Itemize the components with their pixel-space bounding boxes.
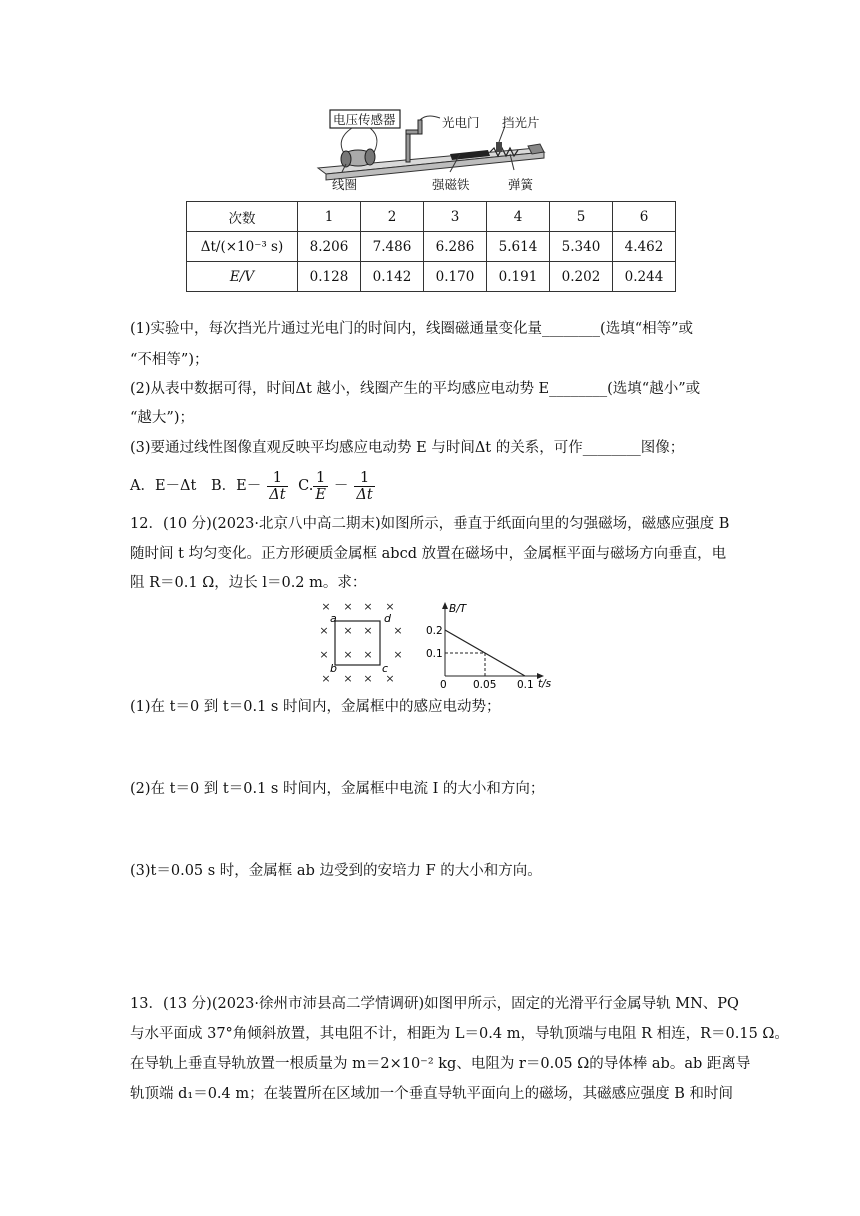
x-tick-label-0.05: 0.05: [473, 679, 497, 690]
y-axis-label: B/T: [449, 603, 467, 615]
table-cell: 0.170: [424, 262, 487, 292]
q11-part1-line1: (1)实验中，每次挡光片通过光电门的时间内，线圈磁通量变化量________(选填“相等”或: [130, 321, 694, 337]
coil-label: 线圈: [332, 177, 358, 192]
q13-line2: 与水平面成 37°角倾斜放置，其电阻不计，相距为 L＝0.4 m，导轨顶端与电阻 R 相连，R＝0.15 Ω。: [130, 1026, 789, 1042]
table-cell: 4.462: [613, 232, 676, 262]
table-cell: 4: [487, 202, 550, 232]
q12-sub2: (2)在 t＝0 到 t＝0.1 s 时间内，金属框中电流 I 的大小和方向；: [130, 781, 545, 797]
field-cross-mark: ×: [319, 624, 329, 637]
q12-line2: 随时间 t 均匀变化。正方形硬质金属框 abcd 放置在磁场中，金属框平面与磁场方向垂直，电: [130, 546, 727, 562]
x-axis-label: t/s: [538, 678, 552, 690]
x-tick-label-0.1: 0.1: [517, 679, 534, 690]
field-cross-mark: ×: [393, 648, 403, 661]
table-cell: 7.486: [361, 232, 424, 262]
spring-label: 弹簧: [508, 177, 534, 192]
table-cell: 2: [361, 202, 424, 232]
field-cross-mark: ×: [343, 600, 353, 613]
q12-line1: 12．(10 分)(2023·北京八中高二期末)如图所示，垂直于纸面向里的匀强磁场，磁感应强度 B: [130, 516, 730, 532]
table-row: [187, 202, 676, 232]
field-cross-mark: ×: [321, 600, 331, 613]
magnet-label: 强磁铁: [432, 177, 470, 192]
table-cell: 0.191: [487, 262, 550, 292]
q11-part3: (3)要通过线性图像直观反映平均感应电动势 E 与时间Δt 的关系，可作________图像；: [130, 440, 685, 456]
fraction-denominator: Δt: [269, 486, 286, 503]
table-cell: 5.614: [487, 232, 550, 262]
photogate-label: 光电门: [442, 115, 480, 130]
metal-frame: [335, 621, 380, 665]
fraction-numerator: 1: [354, 470, 374, 487]
q12-sub3: (3)t＝0.05 s 时，金属框 ab 边受到的安培力 F 的大小和方向。: [130, 863, 542, 879]
option-b-fraction: [267, 470, 287, 503]
q12-sub1: (1)在 t＝0 到 t＝0.1 s 时间内，金属框中的感应电动势；: [130, 699, 501, 715]
voltage-sensor-label: 电压传感器: [333, 112, 396, 127]
q11-part1-line2: “不相等”)；: [130, 352, 209, 368]
field-cross-mark: ×: [385, 600, 395, 613]
field-cross-mark: ×: [321, 672, 331, 685]
table-cell: 0.142: [361, 262, 424, 292]
option-b-prefix: B．E－: [210, 478, 262, 494]
field-square-figure: [316, 600, 410, 690]
corner-b-label: b: [330, 662, 337, 675]
field-cross-mark: ×: [393, 624, 403, 637]
table-cell: 8.206: [298, 232, 361, 262]
data-table: [186, 201, 676, 292]
b-t-graph: [420, 600, 560, 690]
q13-line4: 轨顶端 d₁＝0.4 m；在装置所在区域加一个垂直导轨平面向上的磁场，其磁感应强度 B 和时间: [130, 1086, 733, 1102]
table-row: [187, 262, 676, 292]
field-cross-mark: ×: [363, 600, 373, 613]
option-c-dash: －: [333, 478, 349, 494]
field-cross-mark: ×: [363, 648, 373, 661]
table-cell: 0.202: [550, 262, 613, 292]
corner-d-label: d: [384, 612, 391, 625]
option-c-fraction-left: [313, 470, 328, 503]
q11-part2-line2: “越大”)；: [130, 410, 194, 426]
q13-line1: 13．(13 分)(2023·徐州市沛县高二学情调研)如图甲所示，固定的光滑平行金属导轨 MN、PQ: [130, 996, 739, 1012]
y-tick-label-0.1: 0.1: [426, 648, 443, 660]
field-cross-mark: ×: [363, 672, 373, 685]
option-c-prefix: C.: [298, 478, 314, 494]
field-cross-mark: ×: [363, 624, 373, 637]
fraction-numerator: 1: [313, 470, 328, 487]
origin-label: 0: [440, 679, 447, 690]
table-cell: 6.286: [424, 232, 487, 262]
q11-part2-line1: (2)从表中数据可得，时间Δt 越小，线圈产生的平均感应电动势 E________(选填“越小”或: [130, 381, 701, 397]
option-c-fraction-right: [354, 470, 374, 503]
table-cell: 次数: [187, 202, 298, 232]
field-cross-mark: ×: [343, 672, 353, 685]
table-cell: E/V: [187, 262, 298, 292]
table-cell: 0.128: [298, 262, 361, 292]
table-cell: 5.340: [550, 232, 613, 262]
field-cross-mark: ×: [343, 624, 353, 637]
table-cell: Δt/(×10⁻³ s): [187, 232, 298, 262]
y-tick-label-0.2: 0.2: [426, 625, 443, 637]
field-cross-mark: ×: [385, 672, 395, 685]
q13-line3: 在导轨上垂直导轨放置一根质量为 m＝2×10⁻² kg、电阻为 r＝0.05 Ω的导体棒 ab。ab 距离导: [130, 1056, 751, 1072]
field-cross-mark: ×: [343, 648, 353, 661]
field-cross-mark: ×: [319, 648, 329, 661]
table-cell: 3: [424, 202, 487, 232]
y-axis-arrow: [442, 602, 448, 609]
corner-a-label: a: [330, 612, 337, 625]
table-row: [187, 232, 676, 262]
q11-options: [130, 466, 740, 506]
shutter-label: 挡光片: [502, 115, 540, 130]
table-cell: 6: [613, 202, 676, 232]
table-cell: 5: [550, 202, 613, 232]
option-a: A．E－Δt: [130, 478, 197, 494]
corner-c-label: c: [382, 662, 389, 675]
fraction-denominator: E: [315, 486, 326, 503]
table-cell: 1: [298, 202, 361, 232]
q12-line3: 阻 R＝0.1 Ω，边长 l＝0.2 m。求：: [130, 575, 367, 591]
fraction-denominator: Δt: [356, 486, 373, 503]
fraction-numerator: 1: [267, 470, 287, 487]
table-cell: 0.244: [613, 262, 676, 292]
